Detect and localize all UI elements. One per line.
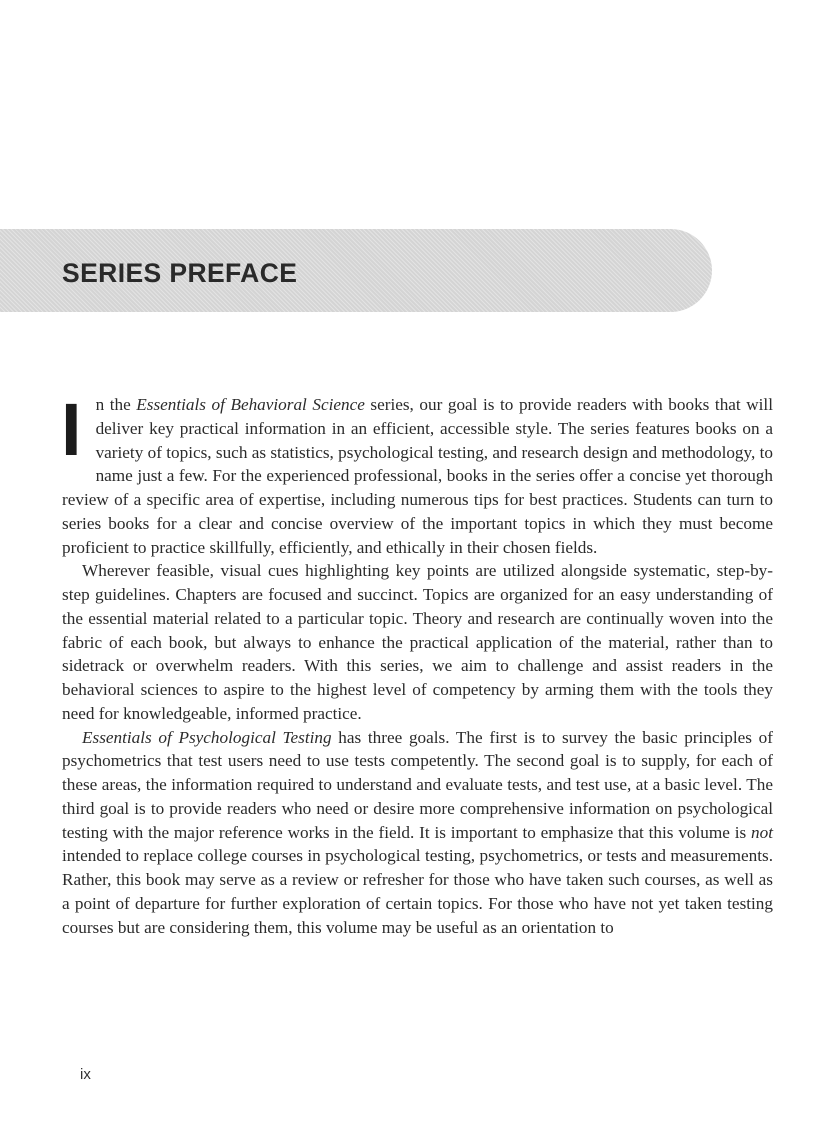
series-name: Essentials of Behavioral Science: [136, 395, 365, 414]
book-title: Essentials of Psychological Testing: [82, 727, 332, 747]
paragraph-2: Wherever feasible, visual cues highlighting key points are utilized alongside systematic, step-by-step guidelines. Chapters are focused and succinct. Topics are organized for an easy understanding of the essential material related to a particular topic. Theory and research are continually woven into the fabric of each book, but always to enhance the practical application of the material, rather than to sidetrack or overwhelm readers. With this series, we aim to challenge and assist readers in the behavioral sciences to aspire to the highest level of competency by arming them with the tools they need for knowledgeable, informed practice.: [62, 561, 773, 723]
preface-body: [61, 388, 774, 939]
paragraph-3: Essentials of Psychological Testing has three goals. The first is to survey the basic principles of psychometrics that test users need to use tests competently. The second goal is to supply, for each of these areas, the information required to understand and evaluate tests, and test use, at a basic level. The third goal is to provide readers who need or desire more comprehensive information on psychological testing with the major reference works in the field. It is important to emphasize that this volume is not intended to replace college courses in psychological testing, psychometrics, or tests and measurements. Rather, this book may serve as a review or refresher for those who have taken such courses, as well as a point of departure for further exploration of certain topics. For those who have not yet taken testing courses but are considering them, this volume may be useful as an orientation to: [62, 727, 774, 937]
page-title: SERIES PREFACE: [62, 258, 298, 288]
paragraph-1: In the Essentials of Behavioral Science series, our goal is to provide readers with books that will deliver key practical information in an efficient, accessible style. The series features books on a variety of topics, such as statistics, psychological testing, and research design and methodology, to name just a few. For the experienced professional, books in the series offer a concise yet thorough review of a specific area of expertise, including numerous tips for best practices. Students can turn to series books for a clear and concise overview of the important topics in which they must become proficient to practice skillfully, efficiently, and ethically in their chosen fields.: [61, 388, 773, 557]
emphasis-not: not: [751, 822, 773, 842]
drop-cap: I: [61, 388, 82, 471]
page-number: ix: [80, 1066, 91, 1083]
